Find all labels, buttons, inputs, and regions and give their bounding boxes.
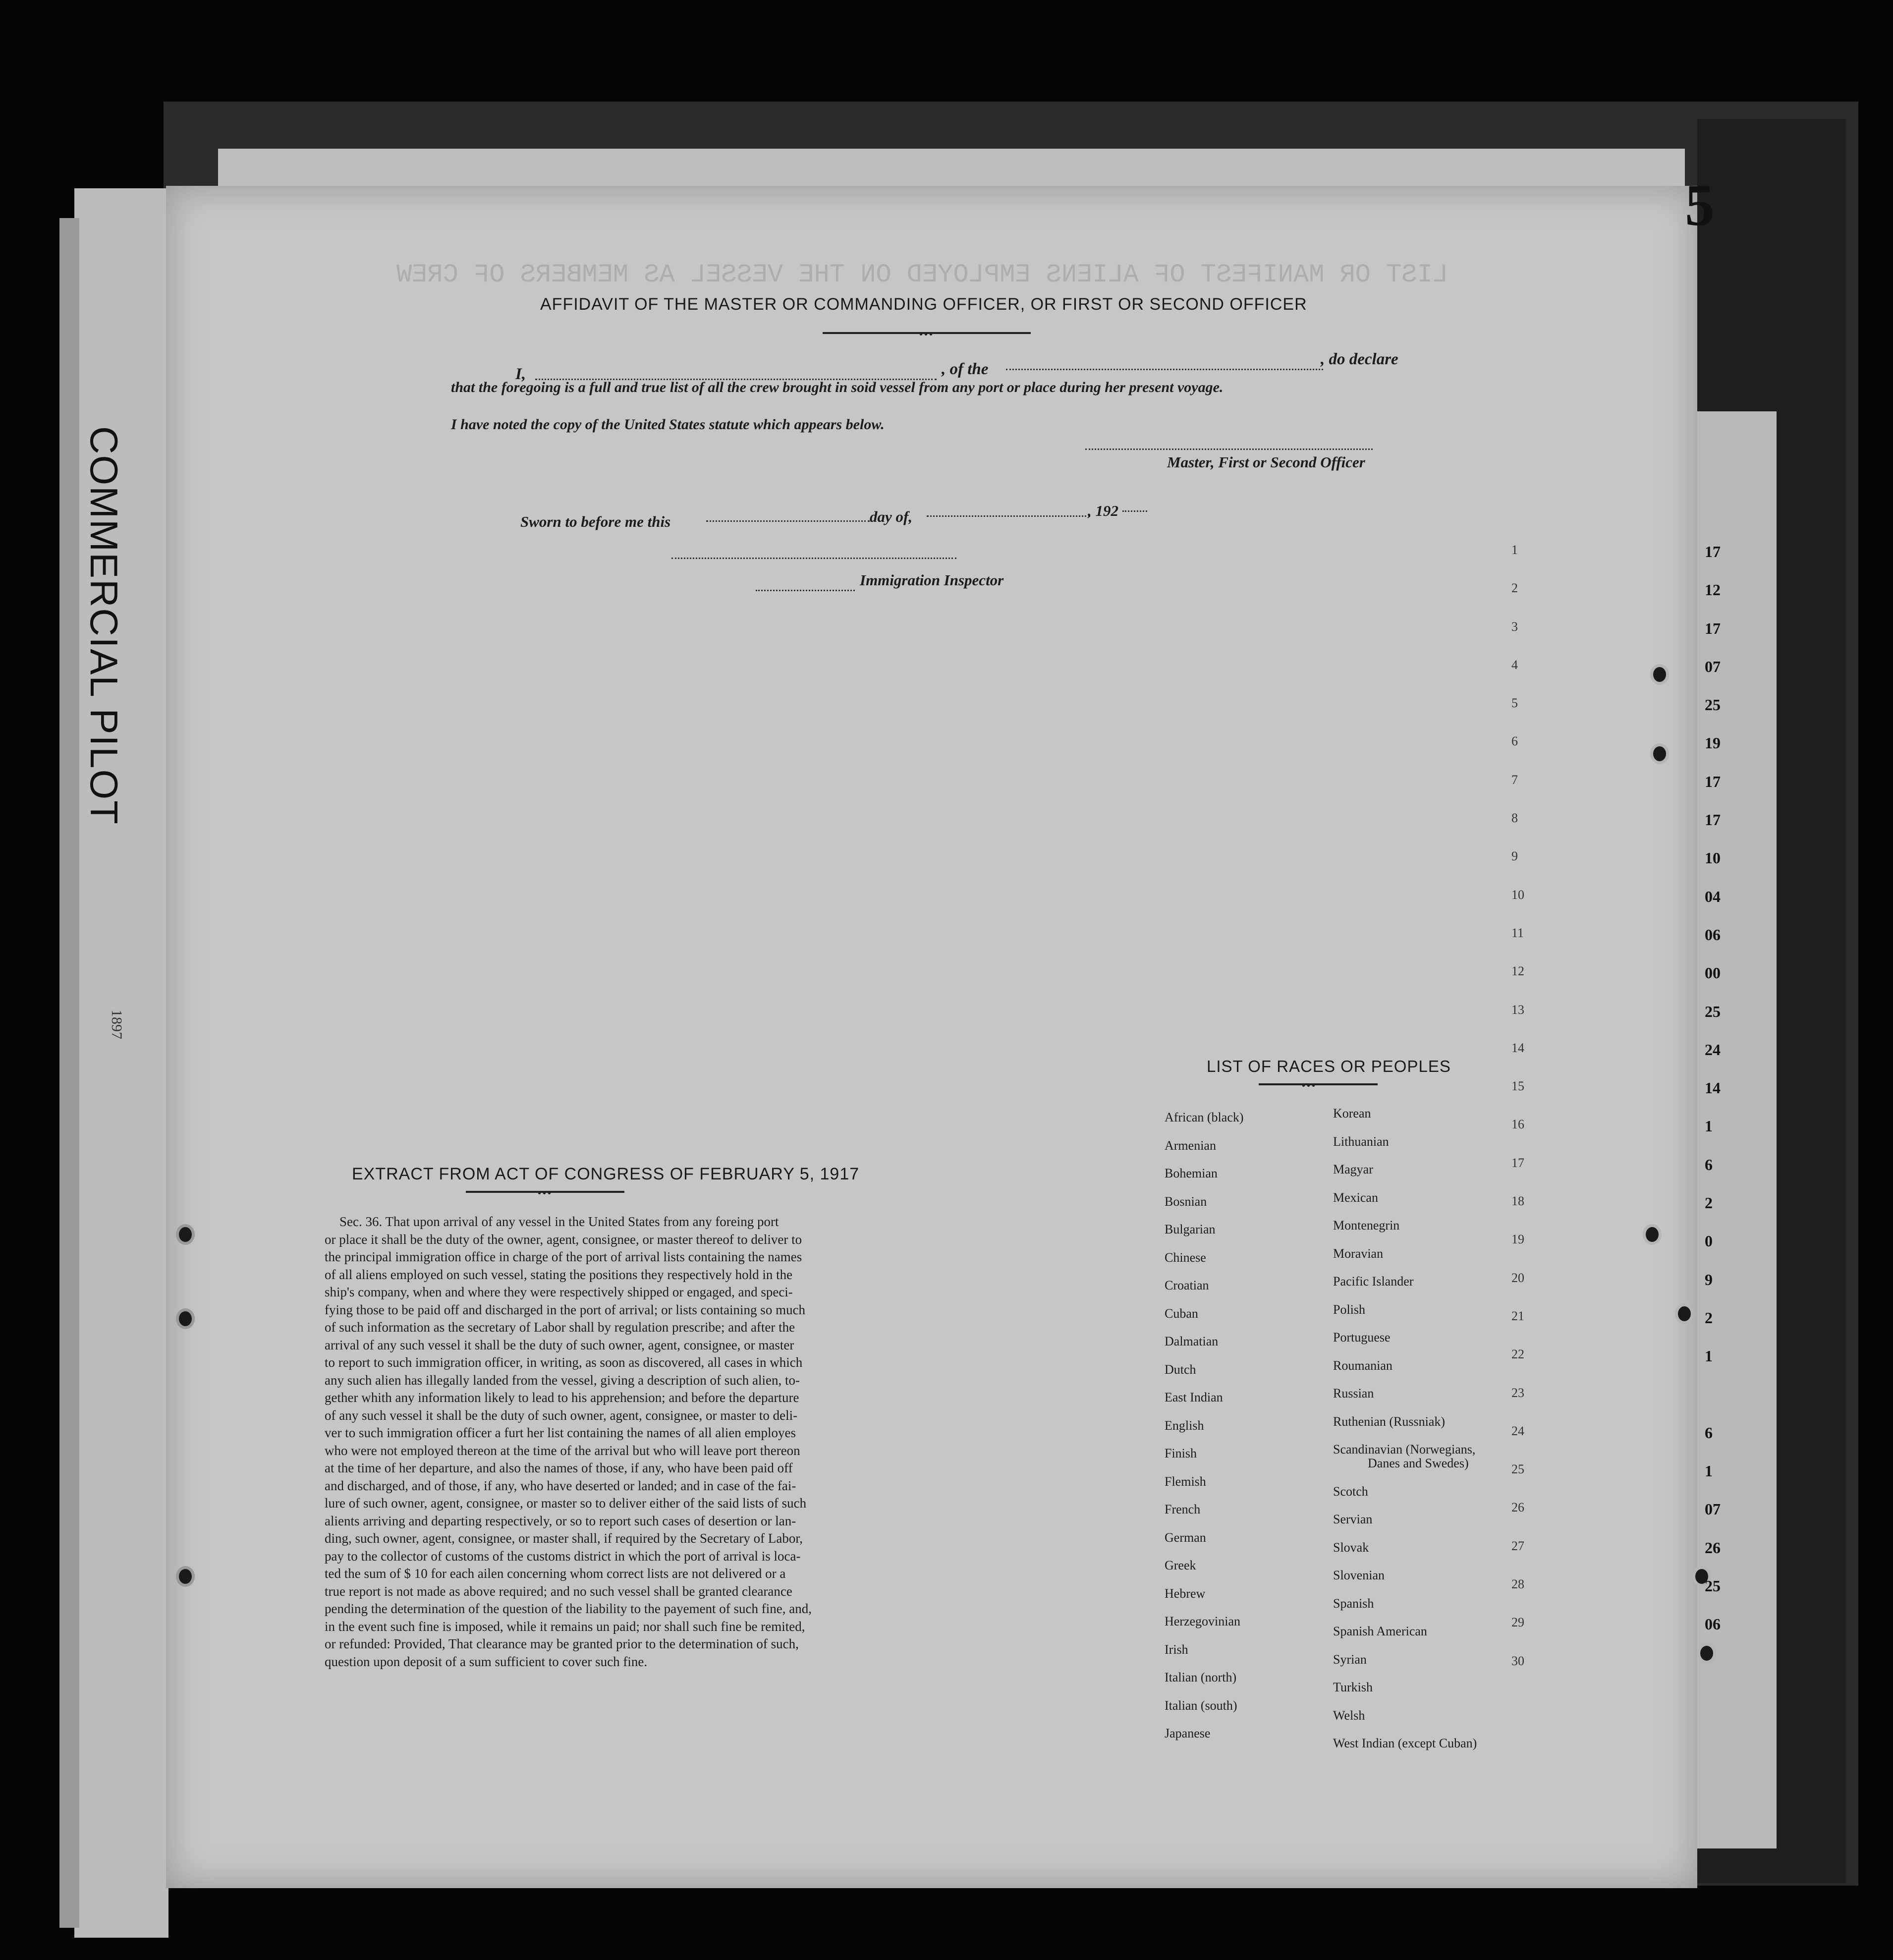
right-edge-value: 00 (1705, 964, 1721, 982)
right-edge-value: 17 (1705, 543, 1721, 560)
race-item: Irish (1165, 1642, 1188, 1657)
extract-line: true report is not made as above required; and no such vessel shall be granted clearance (325, 1583, 792, 1599)
row-number: 19 (1511, 1232, 1524, 1247)
extract-line: ted the sum of $ 10 for each ailen concerning whom correct lists are not delivered or a (325, 1566, 786, 1581)
day-of-label: day of, (870, 508, 913, 525)
row-number: 6 (1511, 734, 1518, 749)
right-edge-value: 24 (1705, 1040, 1721, 1059)
row-number: 15 (1511, 1079, 1524, 1094)
punch-hole (176, 1566, 195, 1587)
race-item: Spanish American (1333, 1624, 1427, 1638)
race-item: Dalmatian (1165, 1334, 1219, 1348)
race-item: Russian (1333, 1386, 1374, 1400)
race-item: Scotch (1333, 1484, 1368, 1499)
row-number: 8 (1511, 811, 1518, 826)
races-title-rule (1259, 1083, 1378, 1085)
inspector-signature-line[interactable] (671, 558, 956, 559)
side-strip-inner (59, 218, 79, 1928)
right-edge-value: 10 (1705, 849, 1721, 867)
affidavit-title-dots: ••• (919, 329, 935, 340)
row-number: 24 (1511, 1423, 1524, 1438)
right-edge-value: 2 (1705, 1308, 1713, 1327)
right-edge-value: 6 (1705, 1155, 1713, 1174)
row-number: 21 (1511, 1308, 1524, 1323)
right-edge-value: 19 (1705, 734, 1721, 752)
extract-line: arrival of any such vessel it shall be the duty of such owner, agent, consignee, or master (325, 1337, 794, 1352)
punch-hole (1650, 743, 1669, 764)
extract-line: ver to such immigration officer a furt her list containing the names of all alien employes (325, 1425, 796, 1440)
row-number-column (1511, 543, 1531, 1692)
row-number: 1 (1511, 543, 1518, 557)
race-item: Bulgarian (1165, 1222, 1216, 1236)
race-item: Roumanian (1333, 1358, 1392, 1373)
extract-line: of any such vessel it shall be the duty of such owner, agent, consignee, or master to deli- (325, 1407, 798, 1423)
row-number: 28 (1511, 1577, 1524, 1592)
race-item: Slovak (1333, 1540, 1369, 1555)
race-item: Montenegrin (1333, 1218, 1400, 1232)
affidavit-statement-2: I have noted the copy of the United States statute which appears below. (451, 416, 885, 433)
row-number: 27 (1511, 1538, 1524, 1553)
sworn-label: Sworn to before me this (520, 513, 671, 530)
row-number: 4 (1511, 657, 1518, 672)
sworn-month-field[interactable] (927, 515, 1090, 517)
right-edge-value (1705, 1386, 1734, 1424)
row-number: 10 (1511, 887, 1524, 902)
extract-title: EXTRACT FROM ACT OF CONGRESS OF FEBRUARY 5, 1917 (352, 1165, 860, 1183)
right-edge-value: 0 (1705, 1232, 1713, 1250)
extract-line: of such information as the secretary of Labor shall by regulation prescribe; and after the (325, 1320, 795, 1335)
row-number: 18 (1511, 1194, 1524, 1209)
races-title-dots: ••• (1302, 1080, 1317, 1091)
affidavit-title: AFFIDAVIT OF THE MASTER OR COMMANDING OFFICER, OR FIRST OR SECOND OFFICER (540, 295, 1307, 314)
page-number: 5 (1685, 172, 1715, 238)
row-number: 17 (1511, 1155, 1524, 1170)
extract-line: lure of such owner, agent, consignee, or master so to deliver either of the said lists of such (325, 1496, 807, 1511)
extract-line: and discharged, and of those, if any, who have deserted or landed; and in case of the fai- (325, 1478, 796, 1493)
row-number: 13 (1511, 1002, 1524, 1017)
right-edge-value: 6 (1705, 1423, 1713, 1442)
right-edge-value: 17 (1705, 811, 1721, 829)
race-item: Italian (south) (1165, 1698, 1237, 1713)
race-item: Herzegovinian (1165, 1614, 1241, 1628)
race-item: Armenian (1165, 1138, 1216, 1153)
extract-line: in the event such fine is imposed, while it remains un paid; nor shall such fine be remited, (325, 1619, 805, 1634)
row-number: 20 (1511, 1270, 1524, 1285)
ghost-header: LIST OR MANIFEST OF ALIENS EMPLOYED ON THE VESSEL AS MEMBERS OF CREW (396, 260, 1448, 289)
extract-line: gether whith any information likely to lead to his apprehension; and before the departure (325, 1390, 799, 1405)
race-item: English (1165, 1418, 1204, 1433)
right-edge-value: 25 (1705, 1577, 1721, 1595)
right-edge-value: 07 (1705, 657, 1721, 675)
right-edge-value: 1 (1705, 1462, 1713, 1480)
race-item: Japanese (1165, 1726, 1211, 1740)
row-number: 2 (1511, 581, 1518, 596)
race-item: Servian (1333, 1512, 1373, 1526)
right-edge-value: 26 (1705, 1538, 1721, 1557)
affidavit-i-label: I, (515, 365, 526, 383)
race-item: Hebrew (1165, 1586, 1206, 1601)
race-item: Spanish (1333, 1596, 1374, 1611)
race-item: Turkish (1333, 1680, 1373, 1694)
right-edge-value: 12 (1705, 581, 1721, 599)
races-left-column (1165, 1110, 1244, 1754)
extract-title-dots: ••• (538, 1188, 553, 1199)
back-page-top-strip (218, 149, 1685, 188)
right-edge-column (1705, 543, 1734, 1654)
race-item: Chinese (1165, 1250, 1206, 1265)
race-item: Pacific Islander (1333, 1274, 1414, 1288)
race-item: Bosnian (1165, 1194, 1207, 1209)
race-item: German (1165, 1530, 1206, 1545)
right-edge-value: 25 (1705, 696, 1721, 714)
race-item: Magyar (1333, 1162, 1373, 1176)
race-item: Polish (1333, 1302, 1366, 1317)
affidavit-statement-1: that the foregoing is a full and true list of all the crew brought in soid vessel from any port or place during her present voyage. (451, 379, 1224, 395)
year-label: , 192 (1088, 502, 1118, 519)
race-item: Mexican (1333, 1190, 1378, 1205)
right-edge-value: 1 (1705, 1117, 1713, 1135)
right-edge-value: 17 (1705, 772, 1721, 790)
race-item: Ruthenian (Russniak) (1333, 1414, 1446, 1429)
race-item: Scandinavian (Norwegians, (1333, 1442, 1476, 1456)
race-item: Moravian (1333, 1246, 1384, 1261)
row-number: 26 (1511, 1500, 1524, 1515)
race-item: Lithuanian (1333, 1134, 1389, 1149)
extract-line: any such alien has illegally landed from the vessel, giving a description of such alien, to- (325, 1372, 800, 1388)
punch-hole (176, 1308, 195, 1329)
punch-hole (1675, 1303, 1694, 1324)
race-item: Welsh (1333, 1708, 1365, 1723)
extract-line: or refunded: Provided, That clearance may be granted prior to the determination of such, (325, 1636, 799, 1651)
extract-line: question upon deposit of a sum sufficient to cover such fine. (325, 1654, 648, 1669)
row-number: 5 (1511, 696, 1518, 711)
races-right-column (1333, 1106, 1477, 1764)
affidavit-do-declare: , do declare (1321, 350, 1398, 368)
race-item: Flemish (1165, 1474, 1206, 1489)
side-number: 1897 (109, 1009, 125, 1039)
race-item: Danes and Swedes) (1368, 1456, 1469, 1470)
race-item: Italian (north) (1165, 1670, 1237, 1684)
right-edge-value: 04 (1705, 887, 1721, 905)
extract-line: pending the determination of the question of the liability to the payement of such fine, and, (325, 1601, 812, 1616)
right-edge-value: 9 (1705, 1270, 1713, 1288)
right-edge-value: 06 (1705, 925, 1721, 944)
right-edge-value: 25 (1705, 1002, 1721, 1020)
right-edge-value: 1 (1705, 1347, 1713, 1365)
extract-line: or place it shall be the duty of the owner, agent, consignee, or master thereof to deliver to (325, 1232, 802, 1247)
row-number: 29 (1511, 1615, 1524, 1630)
race-item: African (black) (1165, 1110, 1244, 1124)
row-number: 7 (1511, 772, 1518, 787)
affidavit-of-the-label: , of the (942, 360, 989, 378)
race-item: Portuguese (1333, 1330, 1391, 1344)
extract-line: Sec. 36. That upon arrival of any vessel in the United States from any foreing port (339, 1214, 779, 1229)
side-stamp: COMMERCIAL PILOT (82, 426, 126, 825)
vessel-field[interactable] (1006, 369, 1323, 370)
race-item: West Indian (except Cuban) (1333, 1736, 1477, 1750)
row-number: 14 (1511, 1040, 1524, 1055)
master-signature-label: Master, First or Second Officer (1167, 453, 1365, 471)
row-number: 16 (1511, 1117, 1524, 1132)
extract-line: alients arriving and departing respectively, or so to report such cases of desertion or lan- (325, 1513, 796, 1528)
races-title: LIST OF RACES OR PEOPLES (1207, 1057, 1451, 1075)
race-item: Dutch (1165, 1362, 1196, 1377)
race-item: Finish (1165, 1446, 1197, 1460)
punch-hole (1643, 1224, 1662, 1245)
right-edge-value: 07 (1705, 1500, 1721, 1518)
race-item: Croatian (1165, 1278, 1209, 1292)
right-edge-value: 2 (1705, 1194, 1713, 1212)
extract-text (325, 1213, 902, 1671)
inspector-signature-label: Immigration Inspector (860, 571, 1004, 589)
sworn-year-field[interactable] (1122, 510, 1147, 512)
right-edge-value: 17 (1705, 619, 1721, 637)
extract-line: ship's company, when and where they were respectively shipped or engaged, and speci- (325, 1285, 793, 1299)
row-number: 23 (1511, 1385, 1524, 1400)
extract-line: pay to the collector of customs of the customs district in which the port of arrival is loca- (325, 1548, 801, 1564)
race-item: Slovenian (1333, 1568, 1385, 1582)
race-item: French (1165, 1502, 1201, 1516)
extract-line: who were not employed thereon at the time of the arrival but who will leave port thereon (325, 1443, 800, 1458)
row-number: 3 (1511, 619, 1518, 634)
extract-line: at the time of her departure, and also the names of those, if any, who have been paid off (325, 1460, 793, 1475)
race-item: Greek (1165, 1558, 1196, 1572)
row-number: 12 (1511, 964, 1524, 979)
extract-line: of all aliens employed on such vessel, stating the positions they respectively hold in the (325, 1267, 793, 1282)
right-edge-value: 14 (1705, 1079, 1721, 1097)
punch-hole (176, 1224, 195, 1245)
race-item: Korean (1333, 1106, 1371, 1120)
race-item: Cuban (1165, 1306, 1198, 1321)
extract-line: the principal immigration office in charge of the port of arrival lists containing the names (325, 1249, 802, 1264)
punch-hole (1650, 664, 1669, 685)
race-item: East Indian (1165, 1390, 1223, 1404)
race-item: Bohemian (1165, 1166, 1218, 1180)
inspector-signature-line-2[interactable] (756, 590, 855, 591)
sworn-day-field[interactable] (706, 520, 870, 522)
row-number: 11 (1511, 925, 1524, 940)
extract-line: ding, such owner, agent, consignee, or master shall, if required by the Secretary of Labor, (325, 1531, 803, 1546)
row-number: 9 (1511, 849, 1518, 864)
right-edge-value: 06 (1705, 1615, 1721, 1633)
extract-line: to report to such immigration officer, in writing, as soon as discovered, all cases in which (325, 1355, 803, 1370)
row-number: 25 (1511, 1462, 1524, 1477)
extract-line: fying those to be paid off and discharged in the port of arrival; or lists containing so much (325, 1302, 806, 1317)
row-number: 22 (1511, 1347, 1524, 1362)
race-item: Syrian (1333, 1652, 1367, 1667)
master-signature-line[interactable] (1085, 448, 1373, 450)
row-number: 30 (1511, 1653, 1524, 1668)
